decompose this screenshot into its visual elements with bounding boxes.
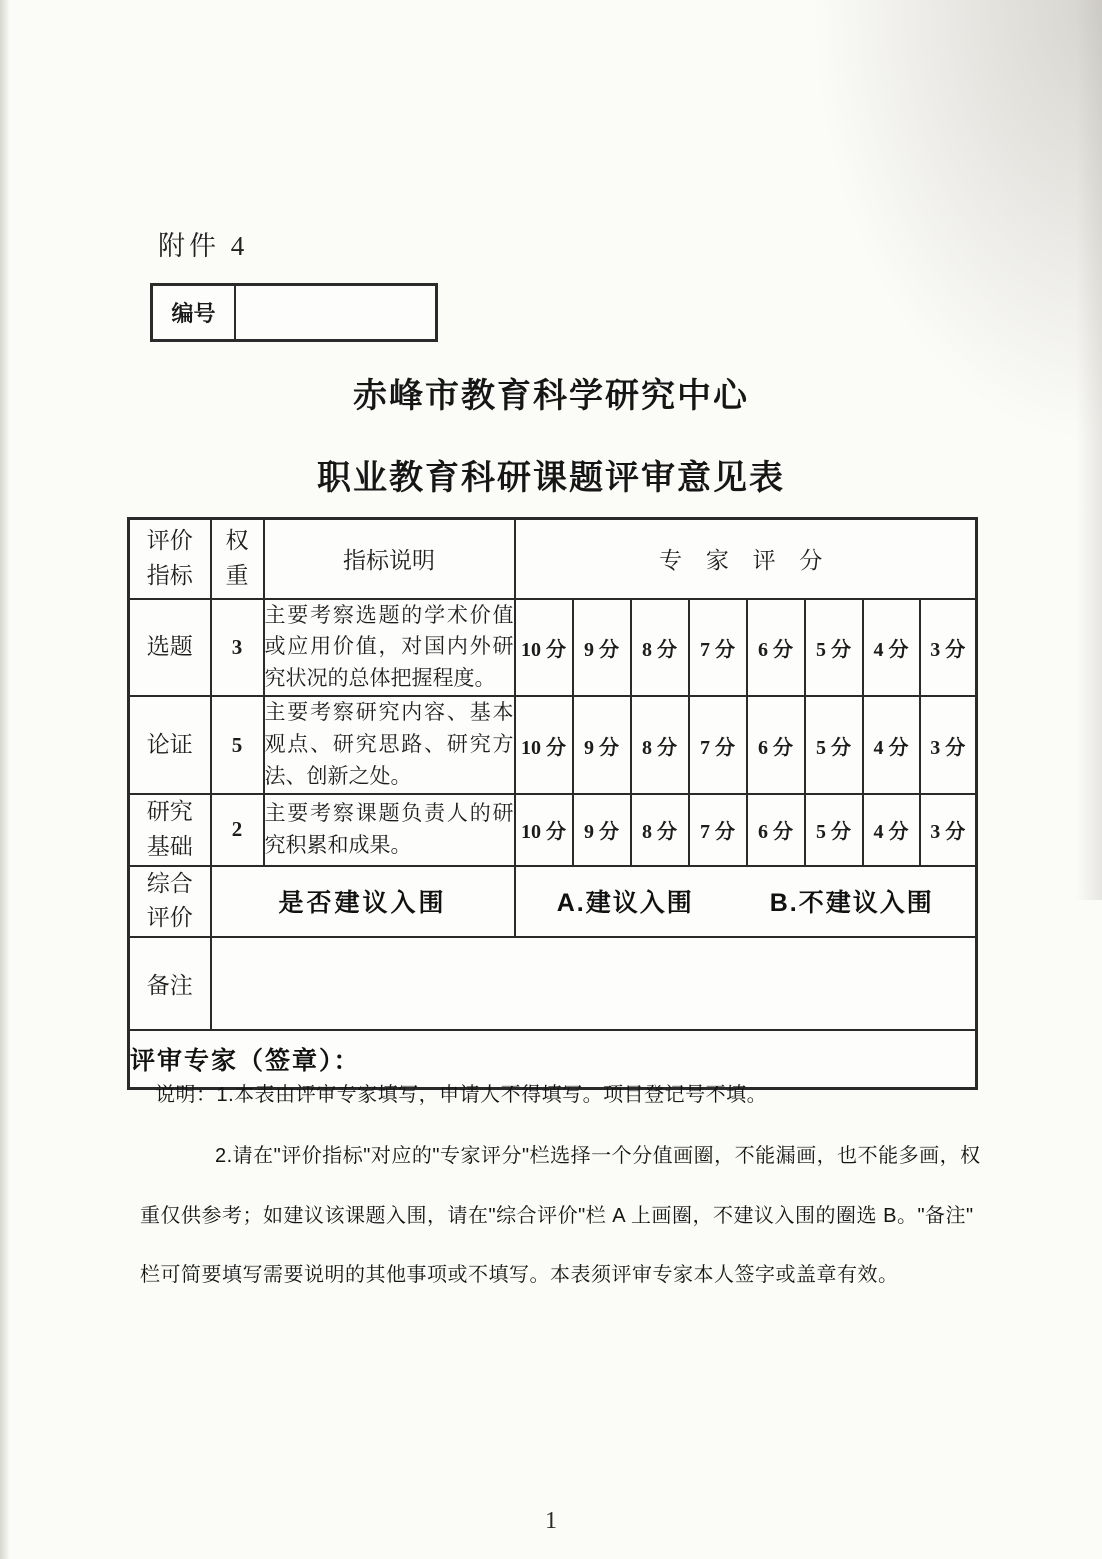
overall-options-wrap [516, 883, 976, 919]
number-box-value [236, 286, 435, 339]
score-cell: 6 分 [747, 599, 805, 697]
remarks-value [211, 937, 977, 1030]
score-cell: 5 分 [805, 599, 863, 697]
score-cell: 3 分 [920, 696, 977, 794]
score-cell: 6 分 [747, 794, 805, 866]
score-cell: 9 分 [573, 794, 631, 866]
header-weight-label: 权重 [225, 528, 249, 588]
remarks-label: 备注 [129, 937, 211, 1030]
note-line-2: 2.请在"评价指标"对应的"专家评分"栏选择一个分值画圈，不能漏画，也不能多画，权 [215, 1145, 981, 1167]
weight-argument: 5 [211, 696, 264, 794]
indicator-foundation-label: 研究基础 [146, 799, 193, 859]
indicator-argument-label: 论证 [146, 731, 193, 757]
table-row-argument [129, 696, 977, 794]
score-cell: 3 分 [920, 794, 977, 866]
score-cell: 4 分 [863, 696, 920, 794]
note-line-3: 重仅供参考；如建议该课题入围，请在"综合评价"栏 A 上画圈，不建议入围的圈选 B。"备注" [140, 1205, 974, 1227]
score-cell: 3 分 [920, 599, 977, 697]
table-header-row [129, 519, 977, 599]
note-line-1: 说明：1.本表由评审专家填写，申请人不得填写。项目登记号不填。 [155, 1084, 768, 1106]
indicator-topic [129, 599, 211, 697]
score-cell: 9 分 [573, 599, 631, 697]
header-weight [211, 519, 264, 599]
option-a: A.建议入围 [556, 889, 694, 918]
score-cell: 10 分 [515, 794, 573, 866]
form-title: 职业教育科研课题评审意见表 [317, 459, 785, 497]
score-cell: 7 分 [689, 794, 747, 866]
header-indicator [129, 519, 211, 599]
header-expert-score: 专 家 评 分 [515, 519, 977, 599]
table-row-remarks [129, 937, 977, 1030]
score-cell: 4 分 [863, 599, 920, 697]
attachment-label: 附件 4 [158, 231, 249, 261]
description-topic: 主要考察选题的学术价值或应用价值，对国内外研究状况的总体把握程度。 [264, 599, 515, 697]
header-indicator-label: 评价指标 [146, 528, 193, 588]
score-cell: 8 分 [631, 794, 689, 866]
score-cell: 4 分 [863, 794, 920, 866]
scan-edge-artifact [0, 0, 10, 1559]
indicator-overall-label: 综合评价 [146, 870, 193, 931]
score-cell: 6 分 [747, 696, 805, 794]
score-cell: 7 分 [689, 696, 747, 794]
weight-foundation: 2 [211, 794, 264, 866]
table-row-foundation [129, 794, 977, 866]
overall-options [515, 866, 977, 937]
page-number: 1 [545, 1508, 557, 1534]
score-cell: 10 分 [515, 599, 573, 697]
overall-question: 是否建议入围 [211, 866, 515, 937]
indicator-overall [129, 866, 211, 937]
score-cell: 5 分 [805, 696, 863, 794]
score-cell: 10 分 [515, 696, 573, 794]
score-cell: 8 分 [631, 696, 689, 794]
score-cell: 8 分 [631, 599, 689, 697]
score-cell: 9 分 [573, 696, 631, 794]
note-line-4: 栏可简要填写需要说明的其他事项或不填写。本表须评审专家本人签字或盖章有效。 [140, 1264, 899, 1286]
option-b: B.不建议入围 [769, 889, 934, 918]
table-row-topic [129, 599, 977, 697]
number-box [150, 283, 438, 342]
number-box-label: 编号 [153, 286, 236, 339]
signature-label: 评审专家（签章）： [129, 1030, 977, 1089]
indicator-foundation [129, 794, 211, 866]
header-description: 指标说明 [264, 519, 515, 599]
weight-topic: 3 [211, 599, 264, 697]
indicator-topic-label: 选题 [146, 634, 193, 660]
organization-title: 赤峰市教育科学研究中心 [353, 377, 749, 415]
table-row-overall [129, 866, 977, 937]
indicator-argument [129, 696, 211, 794]
score-cell: 7 分 [689, 599, 747, 697]
review-form-table [127, 517, 978, 1090]
score-cell: 5 分 [805, 794, 863, 866]
description-argument: 主要考察研究内容、基本观点、研究思路、研究方法、创新之处。 [264, 696, 515, 794]
scan-shadow-artifact-right [1076, 0, 1102, 900]
description-foundation: 主要考察课题负责人的研究积累和成果。 [264, 794, 515, 866]
